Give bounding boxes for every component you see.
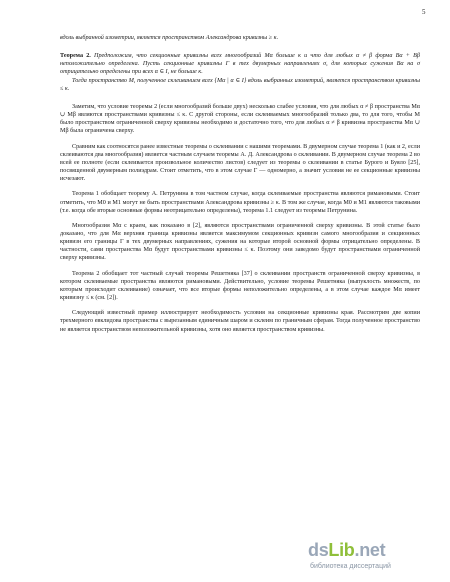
paragraph-petrunin: Теорема 1 обобщает теорему А. Петрунина в том частном случае, когда склеиваемые пространства являются римановыми. Стоит отметить, что M0 и M1 могут не быть пространствами Александрова кривизны ≥ κ. В том же случае, когда M0 и M1 являются таковыми (т.е. когда обе вторые основные формы неотрицательно определены), теорема 1.1 следует из теоремы Петрунина.	[60, 191, 420, 214]
theorem-2-statement: Предположим, что секционные кривизны всех многообразий Mα больше κ и что для любых α ≠ β форма Bα + Bβ неположительно определена. Пусть секционные кривизны Γ в тех двумерных направлениях σ, для которых сужения Bα на σ отрицательно определены при всех α ∈ I, не больше κ.	[60, 53, 420, 76]
paragraph-reshetnyak: Теорема 2 обобщает тот частный случай теоремы Решетняка [37] о склеивании пространств ограниченной сверху кривизны, в котором склеиваемые пространства являются римановыми. Действительно, условие теоремы Решетняка (выпуклость множеств, по которым происходит склеивание) означает, что все вторые формы неположительно определены, а в этом случае каждое Mα имеет кривизну ≤ κ (см. [2]).	[60, 270, 420, 302]
paragraph-manifolds-with-boundary: Многообразия Mα с краем, как показано в [2], являются пространствами ограниченной сверху кривизны. В этой статье было доказано, что для Mα верхняя граница кривизны является максимумом секционных кривизн самого многообразия и секционных кривизн его границы Γ в тех двумерных направлениях, сужения на которые второй основной формы отрицательно определены. В частности, сами пространства Mα будут пространствами кривизны ≤ κ. Поэтому они заведомо будут пространствами ограниченной сверху кривизны.	[60, 222, 420, 262]
theorem-2	[60, 52, 420, 76]
page-body	[60, 34, 420, 334]
dslib-subtitle: библиотека диссертаций	[310, 563, 391, 570]
paragraph-0: вдоль выбранной изометрии, является пространством Александрова кривизны ≥ κ.	[60, 35, 279, 41]
theorem-2-conclusion: Тогда пространство M, полученное склеиванием всех {Mα | α ∈ I} вдоль выбранных изометрий, является пространством кривизны ≤ κ.	[60, 77, 420, 92]
dslib-logo: dsLib.net	[308, 540, 386, 560]
paragraph-remark: Заметим, что условие теоремы 2 (если многообразий больше двух) несколько слабее условия, что для любых α ≠ β пространства Mα ∪ Mβ являются пространствами кривизны ≤ κ. С другой стороны, если склеиваемых многообразий только два, то для того, чтобы M было пространством ограниченной сверху кривизны необходимо и достаточно того, что для любых α ≠ β кривизна пространства Mα ∪ Mβ была ограничена сверху.	[60, 103, 420, 135]
theorem-2-heading: Теорема 2.	[60, 53, 91, 60]
paragraph-comparison: Сравним как соотносятся ранее известные теоремы о склеивании с нашими теоремами. В двумерном случае теорема 1 (как и 2, если склеиваются два многообразия) является частным случаем теоремы А. Д. Александрова о склеивании. В двумерном случае теорема 2 во всей ее полноте (если склеивается произвольное количество листов) следует из теоремы о склеивании в статье Бурого и Буяло [25], посвященной двумерным полиэдрам. Стоит отметить, что в этом случае Γ — одномерно, а значит условия не ее секционные кривизны исчезают.	[60, 143, 420, 183]
dslib-watermark	[308, 540, 444, 578]
paragraph-example: Следующий известный пример иллюстрирует необходимость условия на секционные кривизны края. Рассмотрим две копии трехмерного евклидова пространства с вырезанным единичным шаром и склеим по граничным сферам. Тогда полученное пространство не является пространством неположительной кривизны, хотя оно является пространством кривизны.	[60, 310, 420, 333]
page-number: 5	[422, 8, 426, 16]
